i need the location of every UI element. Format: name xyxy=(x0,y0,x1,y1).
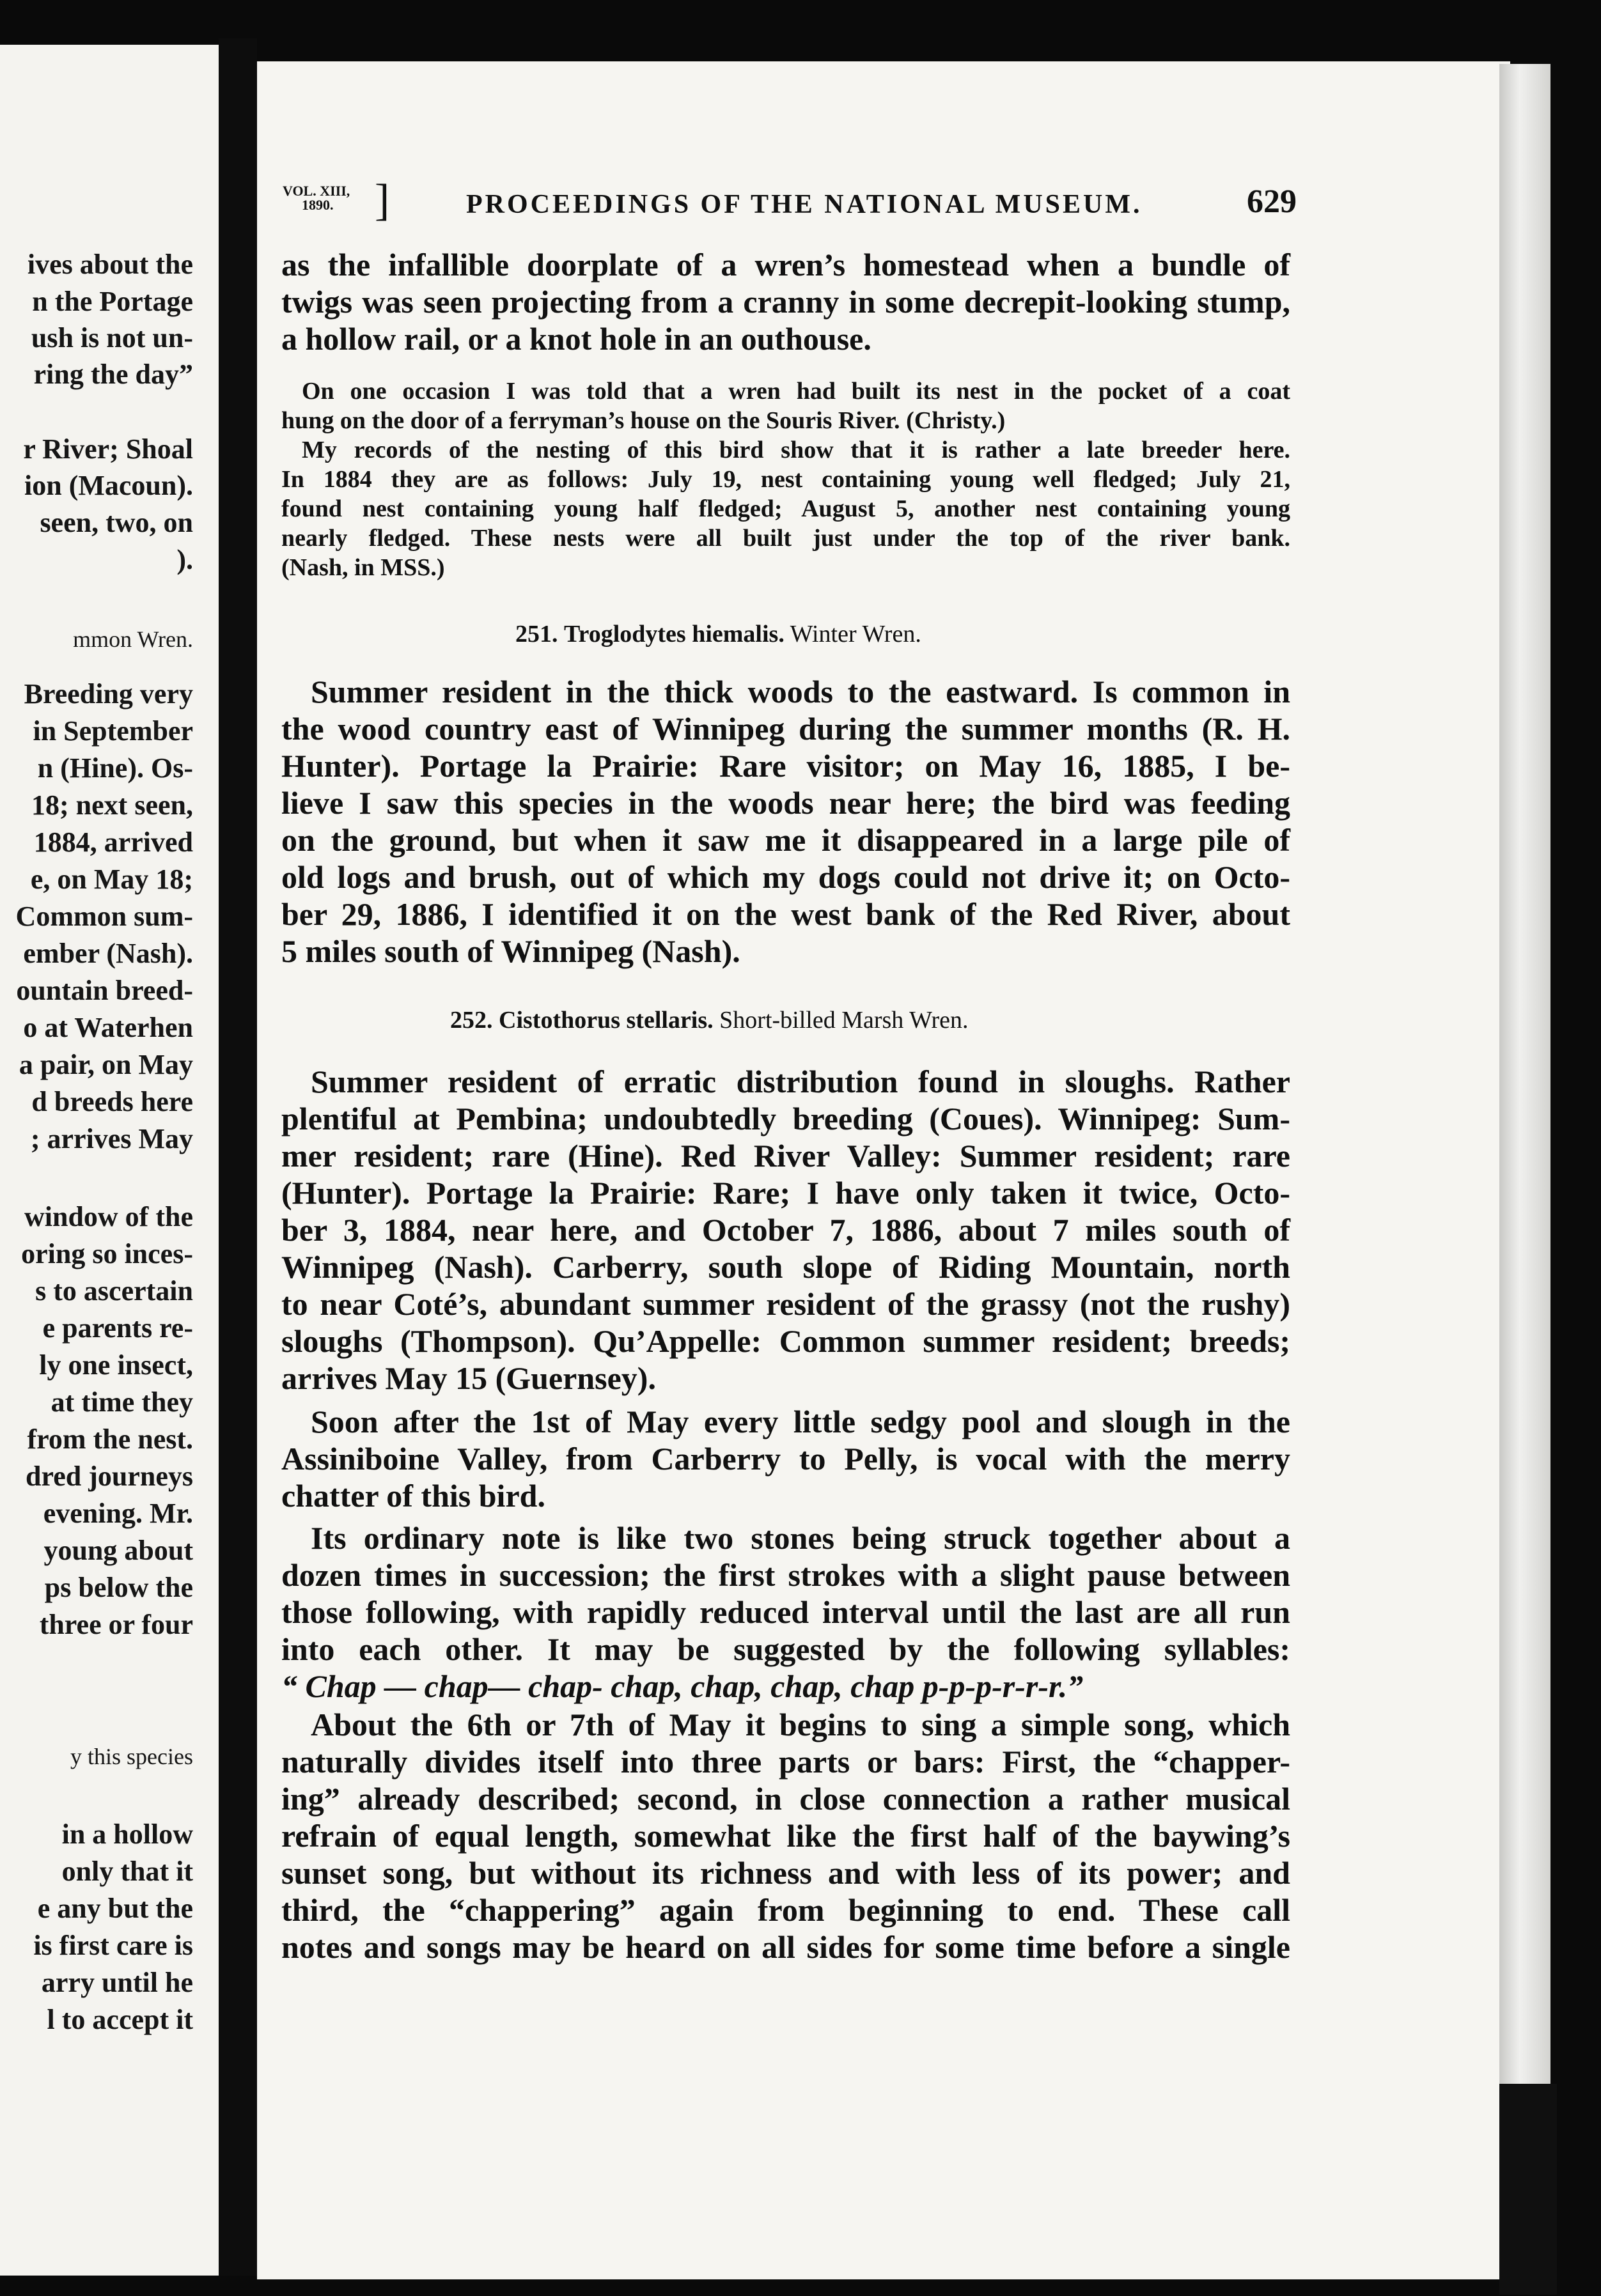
page-number: 629 xyxy=(1247,183,1297,220)
species-251-line: Hunter). Portage la Prairie: Rare visitor; on May 16, 1885, I be- xyxy=(281,748,1290,784)
note-line: My records of the nesting of this bird show that it is rather a late breeder here. xyxy=(302,437,1290,463)
species-251-line: the wood country east of Winnipeg during the summer months (R. H. xyxy=(281,711,1290,747)
facing-line: mmon Wren. xyxy=(73,626,193,652)
facing-line: evening. Mr. xyxy=(43,1498,193,1529)
facing-line: three or four xyxy=(39,1609,193,1640)
species-common-name: Short-billed Marsh Wren. xyxy=(719,1007,969,1034)
facing-line: from the nest. xyxy=(27,1423,193,1455)
facing-line: ion (Macoun). xyxy=(24,470,193,501)
facing-line: arry until he xyxy=(41,1967,193,1998)
note-line: In 1884 they are as follows: July 19, nest containing young well fledged; July 21, xyxy=(281,466,1290,493)
facing-line: seen, two, on xyxy=(40,507,193,538)
species-252-line: Its ordinary note is like two stones being struck together about a xyxy=(311,1520,1290,1556)
species-252-line: About the 6th or 7th of May it begins to sing a simple song, which xyxy=(311,1707,1290,1742)
facing-line: ; arrives May xyxy=(30,1123,193,1154)
facing-page-fragment xyxy=(0,45,219,2276)
species-252-line: those following, with rapidly reduced interval until the last are all run xyxy=(281,1594,1290,1630)
species-252-line: Assiniboine Valley, from Carberry to Pelly, is vocal with the merry xyxy=(281,1441,1290,1477)
species-251-line: lieve I saw this species in the woods near here; the bird was feeding xyxy=(281,785,1290,821)
facing-line: dred journeys xyxy=(26,1461,193,1492)
species-252-line: notes and songs may be heard on all sides for some time before a single xyxy=(281,1929,1290,1965)
species-scientific-name: Troglodytes hiemalis. xyxy=(564,621,785,648)
facing-line: d breeds here xyxy=(31,1086,193,1117)
facing-line: e parents re- xyxy=(42,1312,193,1344)
note-line: (Nash, in MSS.) xyxy=(281,554,445,581)
facing-line: ember (Nash). xyxy=(23,938,193,969)
facing-line: n (Hine). Os- xyxy=(37,752,193,784)
species-251-line: Summer resident in the thick woods to the eastward. Is common in xyxy=(311,674,1290,710)
species-252-line: into each other. It may be suggested by the following syllables: xyxy=(281,1631,1290,1667)
facing-line: y this species xyxy=(70,1744,193,1769)
running-header xyxy=(283,176,1297,225)
facing-line: 18; next seen, xyxy=(31,789,193,821)
intro-line: a hollow rail, or a knot hole in an outhouse. xyxy=(281,321,871,357)
species-251-line: old logs and brush, out of which my dogs could not drive it; on Octo- xyxy=(281,859,1290,895)
facing-line: young about xyxy=(43,1535,193,1566)
facing-line: n the Portage xyxy=(32,286,193,317)
species-252-line: dozen times in succession; the first strokes with a slight pause between xyxy=(281,1557,1290,1593)
intro-line: twigs was seen projecting from a cranny in some decrepit-looking stump, xyxy=(281,284,1290,320)
species-heading-251 xyxy=(515,620,921,648)
running-title: PROCEEDINGS OF THE NATIONAL MUSEUM. xyxy=(466,190,1143,219)
note-line: On one occasion I was told that a wren had built its nest in the pocket of a coat xyxy=(302,378,1290,405)
species-252-line: (Hunter). Portage la Prairie: Rare; I have only taken it twice, Octo- xyxy=(281,1175,1290,1211)
volume-number: VOL. XIII, xyxy=(283,183,350,199)
species-252-line: sloughs (Thompson). Qu’Appelle: Common summer resident; breeds; xyxy=(281,1323,1290,1359)
species-252-line: arrives May 15 (Guernsey). xyxy=(281,1360,656,1396)
facing-line: ring the day” xyxy=(33,359,193,390)
facing-line: ountain breed- xyxy=(16,975,193,1006)
facing-line: 1884, arrived xyxy=(33,826,193,858)
facing-line: r River; Shoal xyxy=(23,433,193,465)
species-252-line: third, the “chappering” again from beginning to end. These call xyxy=(281,1892,1290,1928)
species-common-name: Winter Wren. xyxy=(790,621,921,648)
facing-line: s to ascertain xyxy=(35,1275,193,1307)
facing-line: e any but the xyxy=(37,1893,193,1924)
facing-line: ush is not un- xyxy=(31,322,193,353)
facing-line: in a hollow xyxy=(61,1819,193,1850)
volume-info xyxy=(283,183,350,213)
species-252-line: plentiful at Pembina; undoubtedly breeding (Coues). Winnipeg: Sum- xyxy=(281,1101,1290,1136)
species-252-line: chatter of this bird. xyxy=(281,1478,545,1514)
species-252-line: Winnipeg (Nash). Carberry, south slope of Riding Mountain, north xyxy=(281,1249,1290,1285)
facing-line: at time they xyxy=(51,1386,193,1418)
facing-line: only that it xyxy=(61,1856,193,1887)
facing-line: a pair, on May xyxy=(19,1049,193,1080)
facing-line: ). xyxy=(176,544,193,575)
species-252-line: naturally divides itself into three parts or bars: First, the “chapper- xyxy=(281,1744,1290,1780)
species-251-line: 5 miles south of Winnipeg (Nash). xyxy=(281,933,740,969)
species-252-line: to near Coté’s, abundant summer resident of the grassy (not the rushy) xyxy=(281,1286,1290,1322)
facing-line: o at Waterhen xyxy=(23,1012,193,1043)
book-gutter xyxy=(219,38,257,2276)
facing-line: is first care is xyxy=(33,1930,193,1961)
volume-year: 1890. xyxy=(302,197,334,213)
note-line: nearly fledged. These nests were all built just under the top of the river bank. xyxy=(281,525,1290,552)
facing-line: ps below the xyxy=(44,1572,193,1603)
species-number: 252. xyxy=(450,1007,493,1034)
facing-line: e, on May 18; xyxy=(30,864,193,895)
page-edge xyxy=(1499,64,1550,2199)
note-line: hung on the door of a ferryman’s house on the Souris River. (Christy.) xyxy=(281,407,1006,434)
species-252-line: mer resident; rare (Hine). Red River Valley: Summer resident; rare xyxy=(281,1138,1290,1174)
species-252-line: refrain of equal length, somewhat like the first half of the baywing’s xyxy=(281,1818,1290,1854)
species-252-line: ber 3, 1884, near here, and October 7, 1886, about 7 miles south of xyxy=(281,1212,1290,1248)
facing-line: ives about the xyxy=(27,249,193,280)
syllables-line: “ Chap — chap— chap- chap, chap, chap, chap p-p-p-r-r-r.” xyxy=(281,1668,1084,1704)
facing-line: in September xyxy=(33,715,193,747)
facing-line: l to accept it xyxy=(47,2004,193,2035)
species-heading-252 xyxy=(450,1006,968,1034)
species-251-line: on the ground, but when it saw me it disappeared in a large pile of xyxy=(281,822,1290,858)
facing-line: oring so inces- xyxy=(21,1238,193,1269)
species-252-line: ing” already described; second, in close connection a rather musical xyxy=(281,1781,1290,1817)
header-bracket: ] xyxy=(375,176,390,225)
page-edge-shadow xyxy=(1499,2084,1557,2295)
species-252-line: Summer resident of erratic distribution found in sloughs. Rather xyxy=(311,1064,1290,1099)
facing-line: window of the xyxy=(24,1201,193,1232)
facing-line: Common sum- xyxy=(15,901,193,932)
species-252-line: Soon after the 1st of May every little sedgy pool and slough in the xyxy=(311,1404,1290,1439)
facing-line: Breeding very xyxy=(24,678,193,710)
species-251-line: ber 29, 1886, I identified it on the west bank of the Red River, about xyxy=(281,896,1290,932)
species-number: 251. xyxy=(515,621,558,648)
species-scientific-name: Cistothorus stellaris. xyxy=(499,1007,714,1034)
facing-line: ly one insect, xyxy=(39,1349,193,1381)
note-line: found nest containing young half fledged; August 5, another nest containing young xyxy=(281,495,1290,522)
species-252-line: sunset song, but without its richness and with less of its power; and xyxy=(281,1855,1290,1891)
intro-line: as the infallible doorplate of a wren’s homestead when a bundle of xyxy=(281,247,1290,283)
